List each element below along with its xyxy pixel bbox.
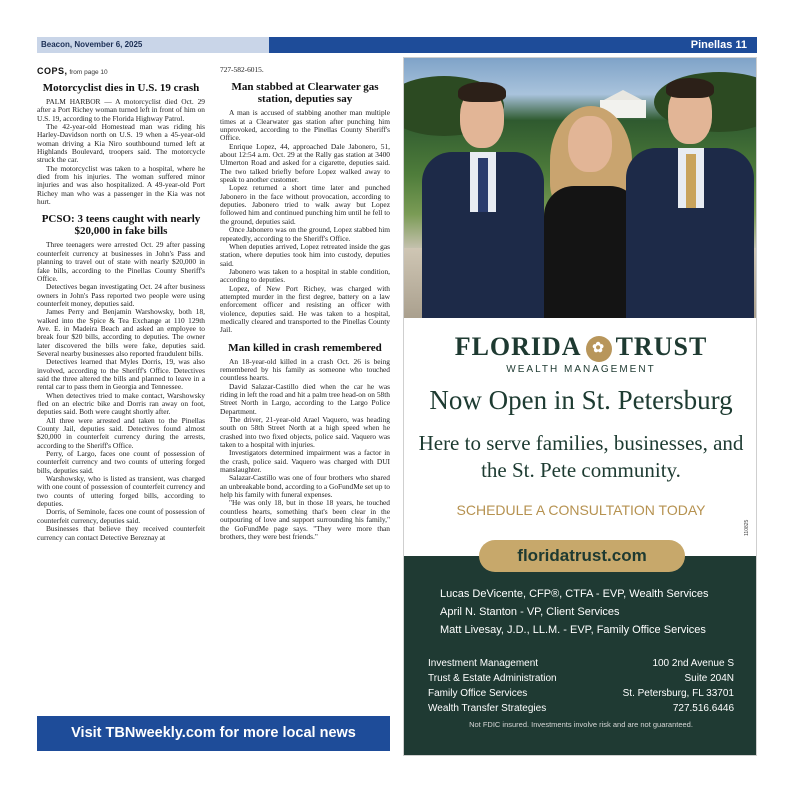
headline-crash-remembered: Man killed in crash remembered [228, 341, 382, 354]
story-paragraph: Jabonero was taken to a hospital in stable condition, according to deputies. [220, 266, 390, 285]
website-link-button[interactable]: floridatrust.com [479, 540, 685, 572]
service-item: Wealth Transfer Strategies [428, 703, 547, 714]
service-item: Investment Management [428, 658, 539, 669]
story-paragraph: Lopez returned a short time later and punched Jabonero in the face without provocation, according to deputies. Jabonero tried to walk away but Lopez followed him and continued punching him until he fell to the ground, deputies said. [220, 183, 390, 226]
story-paragraph: Detectives began investigating Oct. 24 after business owners in John's Pass reported two people were using counterfeit money, deputies said. [37, 282, 205, 308]
ad-code: 110825 [744, 519, 750, 536]
team-member: Lucas DeVicente, CFP®, CTFA - EVP, Wealth Services [440, 588, 709, 600]
hair-shape [666, 78, 714, 98]
office-address [623, 656, 734, 716]
tie-shape [478, 158, 488, 212]
services-list [428, 656, 557, 716]
page-header [37, 37, 757, 53]
story-paragraph: Perry, of Largo, faces one count of possession of counterfeit currency and two counts of uttering forged bills, deputies said. [37, 449, 205, 475]
story-paragraph: When deputies arrived, Lopez retreated inside the gas station, where deputies took him into custody, deputies said. [220, 241, 390, 268]
story-paragraph: A man is accused of stabbing another man multiple times at a Clearwater gas station after punching him unprovoked, according to the Pinellas County Sheriff's Office. [220, 108, 390, 143]
address-line: Suite 204N [684, 673, 734, 684]
issue-date: Beacon, November 6, 2025 [37, 37, 269, 53]
team-list [440, 585, 709, 639]
service-item: Family Office Services [428, 688, 528, 699]
headline-fake-bills: PCSO: 3 teens caught with nearly $20,000 in fake bills [41, 213, 201, 238]
story-paragraph: Detectives learned that Myles Dorris, 19, was also involved, according to the Sheriff's Office. Detectives said the three altered the bills and planned to leave in a rental car to pass them in Georgia and Tennessee. [37, 357, 205, 392]
team-member: April N. Stanton - VP, Client Services [440, 606, 620, 618]
florida-trust-logo [404, 332, 757, 375]
ad-contact-panel [404, 546, 757, 756]
story-paragraph: Enrique Lopez, 44, approached Dale Jabonero, 51, about 12:54 a.m. Oct. 29 at the Rally gas station at 3400 Ulmerton Road and asked for a cigarette, deputies said. The two talked briefly before Lopez walked away to speak to another customer. [220, 141, 390, 185]
service-item: Trust & Estate Administration [428, 673, 557, 684]
story-paragraph: Dorris, of Seminole, faces one count of possession of counterfeit currency, deputies said. [37, 507, 205, 525]
news-column-1 [37, 66, 205, 542]
story-paragraph: David Salazar-Castillo died when the car he was riding in left the road and hit a palm tree head-on on 58th Street North in Largo, according to the Largo Police Department. [220, 381, 390, 416]
story-paragraph: Three teenagers were arrested Oct. 29 after passing counterfeit currency at businesses in John's Pass and planning to travel out of state with nearly $20,000 in fake bills, according to the Pinellas County Sheriff's Office. [37, 240, 205, 283]
face-shape [568, 116, 612, 172]
story-paragraph: "He was only 18, but in those 18 years, he touched countless hearts, something that's been clear in the outpouring of love and support surrounding his family," the GoFundMe page says. "They were more than brothers, they were best friends." [220, 498, 390, 541]
story-paragraph: When detectives tried to make contact, Warshowsky fled on an electric bike and Dorris ran away on foot, deputies said. Both were caught shortly after. [37, 390, 205, 417]
story-paragraph: Warshowsky, who is listed as transient, was charged with one count of possession of counterfeit currency and two counts of uttering forged bills, according to deputies. [37, 474, 205, 509]
story-paragraph: Salazar-Castillo was one of four brothers who shared an unbreakable bond, according to a GoFundMe set up to help his family with funeral expenses. [220, 473, 390, 500]
story-paragraph: James Perry and Benjamin Warshowsky, both 18, walked into the Spice & Tea Exchange at 110 129th Ave. E. in Madeira Beach and asked an employee to break four $20 bills, according to deputies. The owner later discovered the bills were fake, deputies said. Several nearby businesses also reported fraudulent bills. [37, 307, 205, 358]
story-paragraph: The motorcyclist was taken to a hospital, where he died from his injuries. The woman suffered minor injuries and was also hospitalized. A 49-year-old Port Richey man who was a passenger in the Kia was not hurt. [37, 163, 205, 207]
story-paragraph: An 18-year-old killed in a crash Oct. 26 is being remembered by his family as someone who touched countless hearts. [220, 356, 390, 383]
story-paragraph: Investigators determined impairment was a factor in the crash, police said. Vaquero was charged with DUI manslaughter. [220, 448, 390, 475]
story-paragraph: The driver, 21-year-old Arael Vaquero, was heading south on 58th Street North at a high speed when he crashed into two fixed objects, police said. Vaquero was taken to a hospital with injuries. [220, 415, 390, 450]
ad-headline: Now Open in St. Petersburg [429, 385, 733, 415]
carryover-text: 727-582-6015. [220, 65, 264, 74]
ad-tagline: Here to serve families, businesses, and the St. Pete community. [418, 431, 744, 482]
news-column-2 [220, 66, 390, 541]
story-paragraph: Lopez, of New Port Richey, was charged with attempted murder in the first degree, battery on a law enforcement officer and resisting an officer with violence, deputies said. He was taken to a hospital, medically cleared and transported to the Pinellas County Jail. [220, 283, 390, 335]
team-member: Matt Livesay, J.D., LL.M. - EVP, Family Office Services [440, 624, 706, 636]
story-paragraph: Businesses that believe they received counterfeit currency can contact Detective Bereznay at [37, 524, 205, 542]
section-page-label: Pinellas 11 [269, 37, 757, 53]
advisors-photo [404, 58, 757, 318]
consultation-cta[interactable]: SCHEDULE A CONSULTATION TODAY [456, 502, 706, 518]
florida-trust-ad[interactable] [403, 57, 757, 756]
headline-stabbing: Man stabbed at Clearwater gas station, deputies say [231, 81, 379, 106]
phone-number[interactable]: 727.516.6446 [672, 703, 734, 714]
headline-motorcyclist: Motorcyclist dies in U.S. 19 crash [42, 82, 200, 94]
fdic-disclaimer: Not FDIC insured. Investments involve risk and are not guaranteed. [469, 720, 693, 729]
sand-dollar-icon: ✿ [586, 336, 612, 362]
story-paragraph: Once Jabonero was on the ground, Lopez stabbed him repeatedly, according to the Sheriff's Office. [220, 225, 390, 243]
jump-label: COPS, [37, 66, 68, 76]
story-paragraph: The 42-year-old Homestead man was riding his Harley-Davidson north on U.S. 19 when a 45-year-old woman driving a Kia Niro southbound turned left at Highlands Boulevard, troopers said. The motorcycle struck the car. [37, 122, 205, 165]
story-paragraph: PALM HARBOR — A motorcyclist died Oct. 29 after a Port Richey woman turned left in front of him on U.S. 19, according to the Florida Highway Patrol. [37, 97, 205, 123]
address-line: 100 2nd Avenue S [652, 658, 734, 669]
address-line: St. Petersburg, FL 33701 [622, 688, 734, 699]
website-promo-banner[interactable]: Visit TBNweekly.com for more local news [37, 716, 390, 751]
jump-from: from page 10 [69, 69, 108, 76]
hair-shape [458, 82, 506, 102]
story-paragraph: All three were arrested and taken to the Pinellas County Jail, deputies said. Detectives found almost $20,000 in counterfeit currency during the arrests, according to the Sheriff's Office. [37, 415, 205, 450]
jump-line [37, 66, 205, 78]
tie-shape [686, 154, 696, 208]
logo-subtitle: WEALTH MANAGEMENT [506, 364, 656, 376]
logo-word-left: FLORIDA [454, 332, 582, 361]
logo-wordmark [404, 332, 757, 362]
logo-word-right: TRUST [615, 332, 708, 361]
